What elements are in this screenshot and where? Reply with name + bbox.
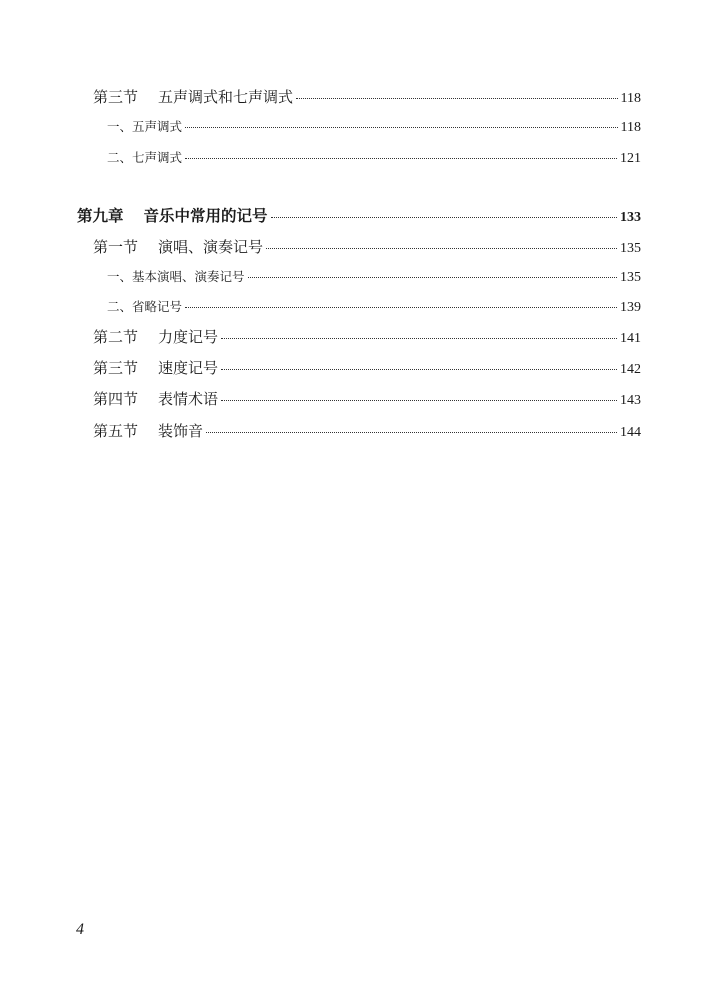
toc-entry-section[interactable] bbox=[93, 357, 641, 378]
toc-page-number: 118 bbox=[620, 91, 641, 106]
section-label: 第五节 bbox=[93, 422, 139, 440]
toc-entry-chapter[interactable] bbox=[77, 204, 641, 226]
subsection-title: 一、基本演唱、演奏记号 bbox=[107, 269, 245, 284]
toc-entry-section[interactable] bbox=[93, 388, 641, 409]
toc-page-number: 142 bbox=[620, 362, 641, 377]
toc-entry-title bbox=[93, 236, 263, 257]
toc-page-number: 121 bbox=[620, 151, 641, 166]
toc-entry-title bbox=[93, 420, 203, 441]
toc-page-number: 135 bbox=[620, 241, 641, 256]
section-title: 力度记号 bbox=[158, 328, 219, 346]
leader-dots bbox=[296, 98, 617, 99]
section-title: 装饰音 bbox=[158, 422, 204, 440]
section-title: 演唱、演奏记号 bbox=[158, 238, 264, 256]
leader-dots bbox=[185, 158, 617, 159]
section-title: 速度记号 bbox=[158, 359, 219, 377]
leader-dots bbox=[266, 248, 617, 249]
leader-dots bbox=[221, 369, 617, 370]
leader-dots bbox=[271, 217, 617, 218]
toc-entry-section[interactable] bbox=[93, 420, 641, 441]
subsection-title: 二、省略记号 bbox=[107, 299, 183, 314]
section-label: 第四节 bbox=[93, 390, 139, 408]
toc-entry-subsection[interactable] bbox=[107, 267, 641, 286]
section-title: 五声调式和七声调式 bbox=[158, 88, 294, 106]
leader-dots bbox=[221, 338, 617, 339]
toc-entry-section[interactable] bbox=[93, 236, 641, 257]
toc-entry-title bbox=[93, 388, 218, 409]
leader-dots bbox=[248, 277, 617, 278]
toc-entry-section[interactable] bbox=[93, 326, 641, 347]
section-label: 第三节 bbox=[93, 88, 139, 106]
toc-entry-subsection[interactable] bbox=[107, 117, 641, 136]
toc-page-number: 143 bbox=[620, 393, 641, 408]
leader-dots bbox=[185, 127, 618, 128]
chapter-label: 第九章 bbox=[77, 207, 124, 225]
section-label: 第一节 bbox=[93, 238, 139, 256]
section-label: 第三节 bbox=[93, 359, 139, 377]
page-number: 4 bbox=[76, 921, 84, 938]
chapter-title: 音乐中常用的记号 bbox=[143, 207, 268, 225]
toc-page-number: 144 bbox=[620, 425, 641, 440]
leader-dots bbox=[221, 400, 617, 401]
subsection-title: 一、五声调式 bbox=[107, 119, 183, 134]
toc-entry-section[interactable] bbox=[93, 86, 641, 107]
toc-page-number: 141 bbox=[620, 331, 641, 346]
section-title: 表情术语 bbox=[158, 390, 219, 408]
toc-entry-title bbox=[93, 357, 218, 378]
toc-page-number: 133 bbox=[620, 210, 641, 225]
toc-entry-subsection[interactable] bbox=[107, 297, 641, 316]
toc-entry-title bbox=[77, 204, 268, 226]
toc-entry-title bbox=[93, 86, 293, 107]
section-label: 第二节 bbox=[93, 328, 139, 346]
toc-entry-subsection[interactable] bbox=[107, 148, 641, 167]
toc-page-number: 135 bbox=[620, 270, 641, 285]
toc-entry-title bbox=[93, 326, 218, 347]
leader-dots bbox=[185, 307, 617, 308]
toc-page-number: 118 bbox=[620, 120, 641, 135]
toc-page-number: 139 bbox=[620, 300, 641, 315]
leader-dots bbox=[206, 432, 617, 433]
subsection-title: 二、七声调式 bbox=[107, 150, 183, 165]
